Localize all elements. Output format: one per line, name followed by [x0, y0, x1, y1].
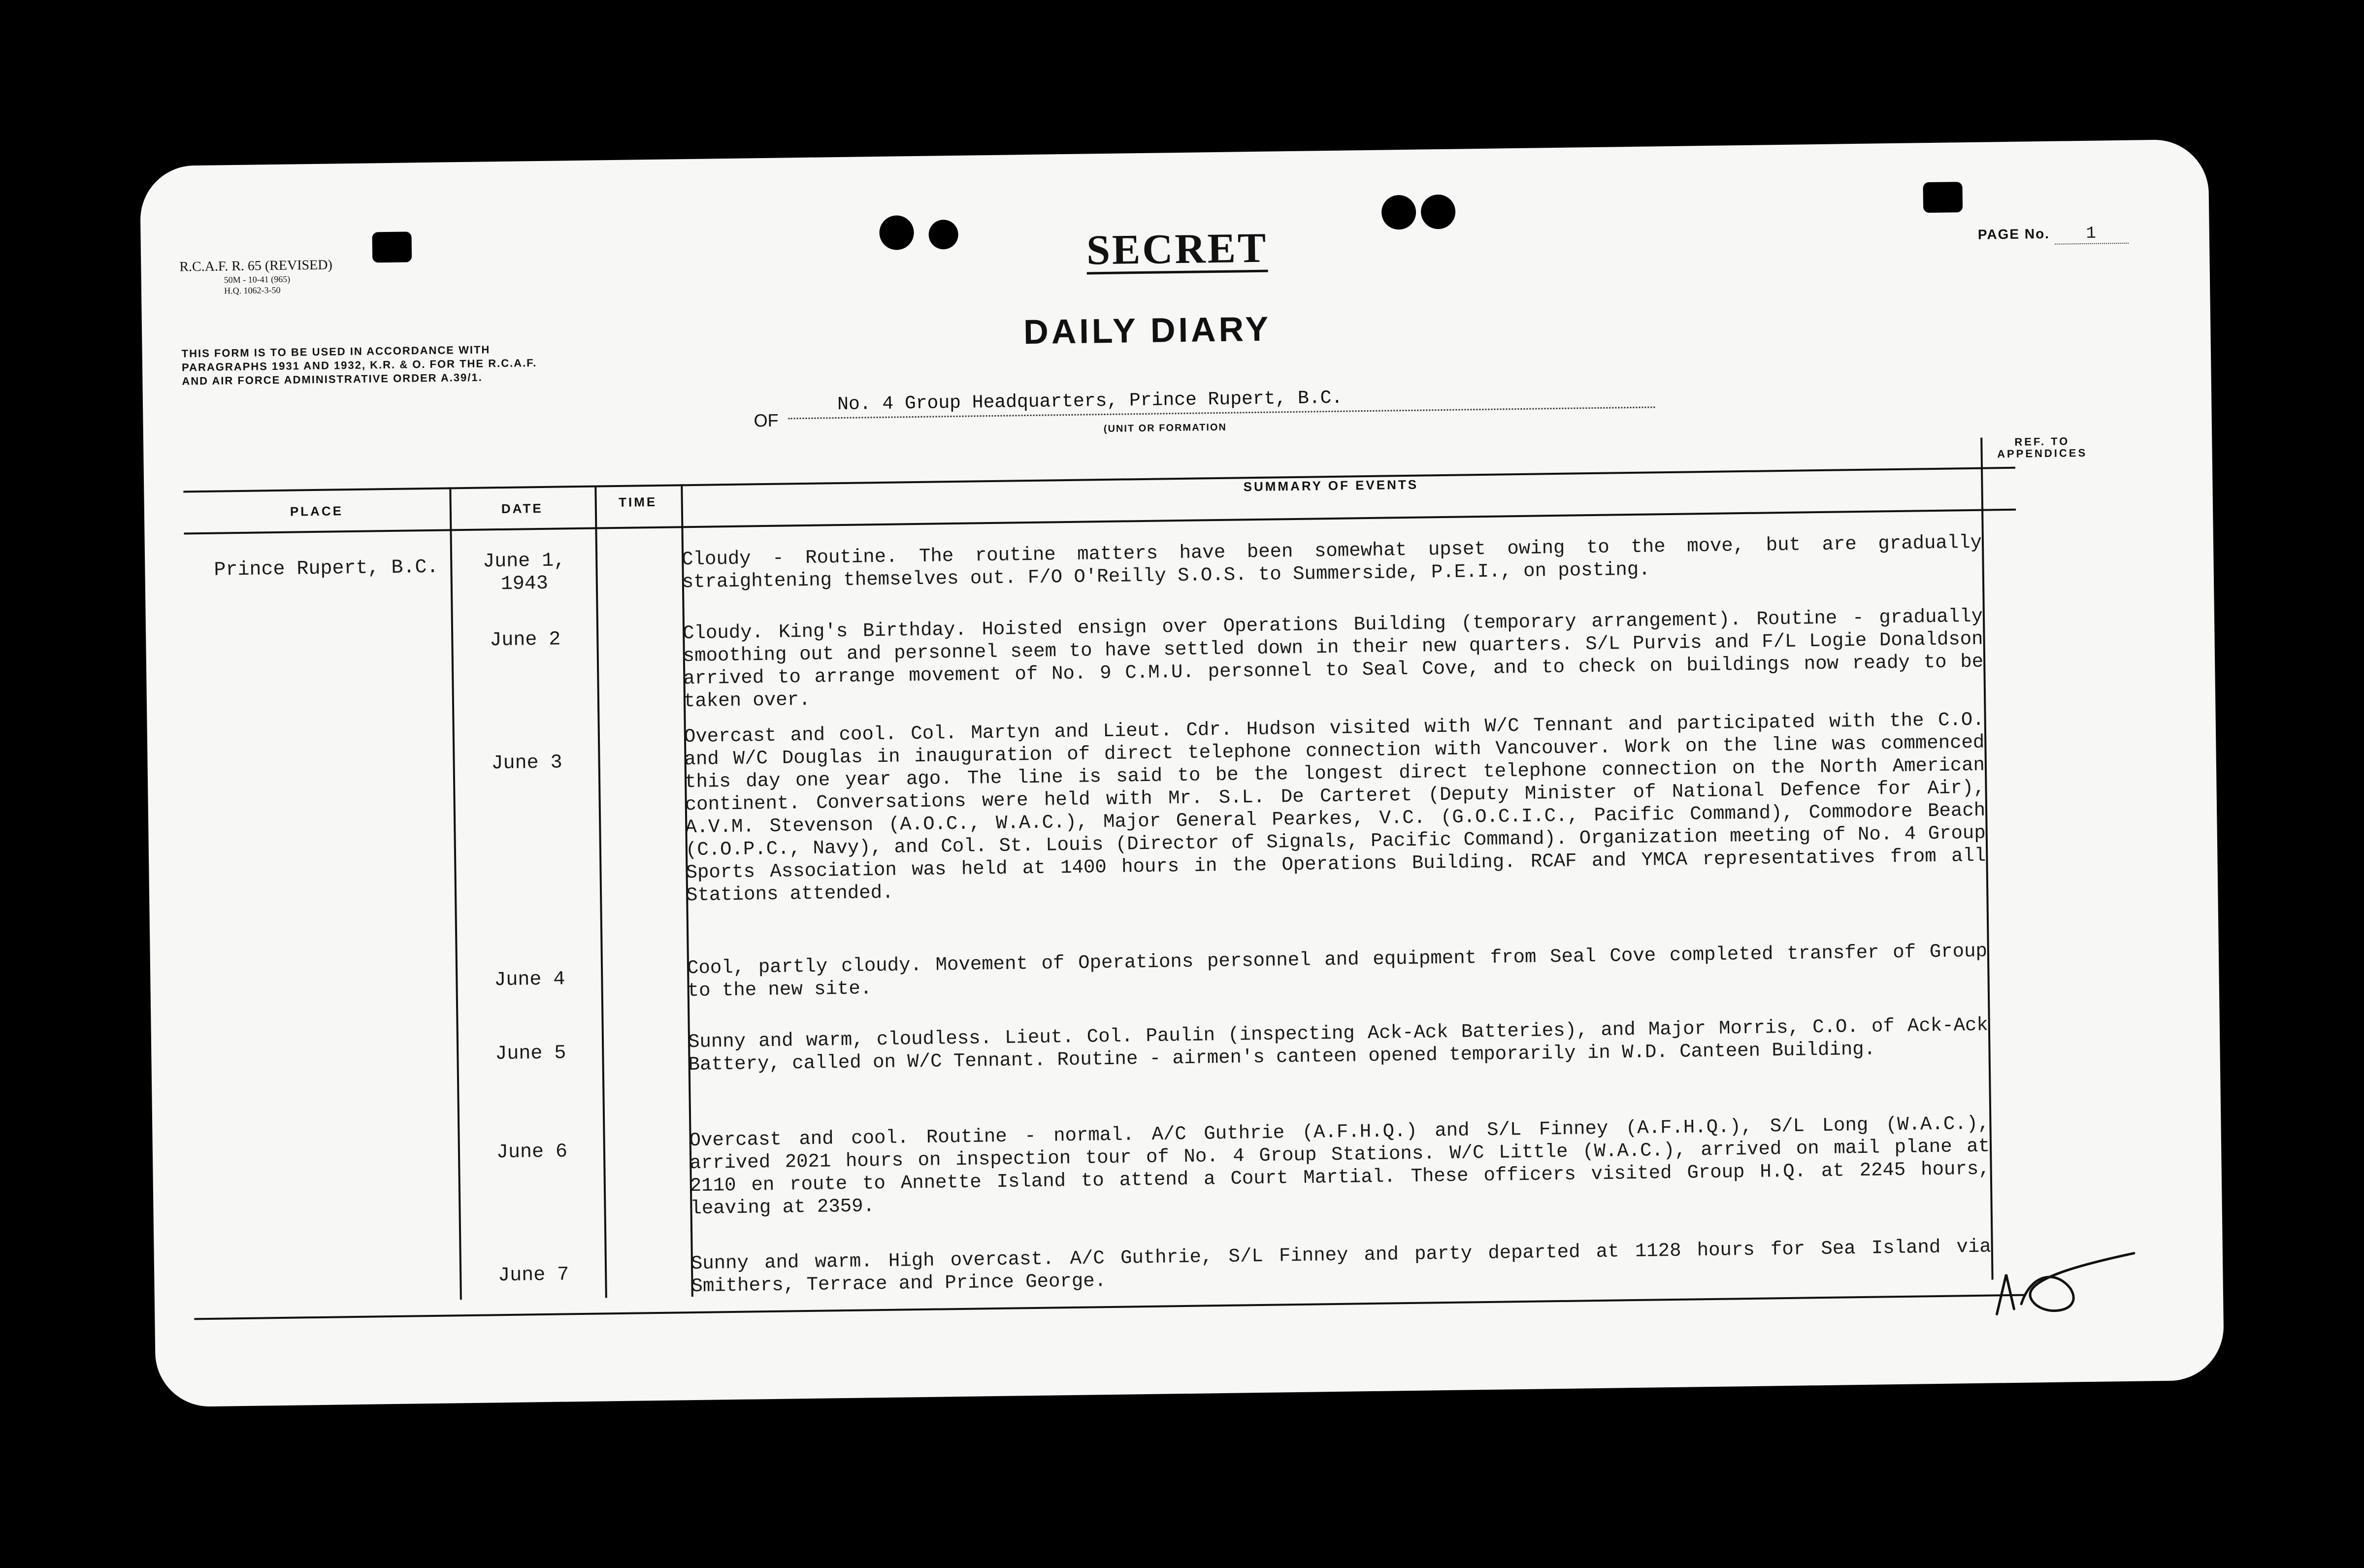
form-number: R.C.A.F. R. 65 (REVISED): [179, 257, 332, 275]
page-number: 1: [2055, 224, 2129, 245]
footer-rule: [194, 1294, 2026, 1320]
date-cell: June 2: [490, 628, 561, 652]
entry-summary: Cloudy. King's Birthday. Hoisted ensign over Operations Building (temporary arrangement). Routine - gradually smoothing out and personnel seem to have settled down in their new quarters. S/L Purvis and F/L Logie Donaldson arrived to arrange movement of No. 9 C.M.U. personnel to Seal Cove, and to check on buildings now ready to be taken over.: [682, 605, 1984, 713]
entry-summary: Overcast and cool. Col. Martyn and Lieut. Cdr. Hudson visited with W/C Tennant and participated with the C.O. and W/C Douglas in inauguration of direct telephone connection with Vancouver. Work on the line was commenced this day one year ago. The line is said to be the longest direct telephone connection on the North American continent. Conversations were held with Mr. S.L. De Carteret (Deputy Minister of National Defence for Air), A.V.M. Stevenson (A.O.C., W.A.C.), Major General Pearkes, V.C. (G.O.C.I.C., Pacific Command), Commodore Beach (C.O.P.C., Navy), and Col. St. Louis (Director of Signals, Pacific Command). Organization meeting of No. 4 Group Sports Association was held at 1400 hours in the Operations Building. RCAF and YMCA representatives from all Stations attended.: [684, 709, 1986, 907]
page-label: PAGE No.: [1977, 226, 2050, 242]
entry-summary: Sunny and warm. High overcast. A/C Guthrie, S/L Finney and party departed at 1128 hours for Sea Island via Smithers, Terrace and Prince George.: [690, 1236, 1992, 1298]
date-cell: June 1, 1943: [482, 550, 566, 596]
unit-caption: (UNIT OR FORMATION: [1103, 422, 1227, 435]
diary-page: [140, 139, 2225, 1407]
column-header-date: DATE: [501, 500, 543, 517]
punch-hole: [1421, 195, 1456, 229]
page-title: DAILY DIARY: [1023, 309, 1272, 352]
binder-tab: [372, 231, 412, 262]
entry-summary: Cool, partly cloudy. Movement of Operations personnel and equipment from Seal Cove completed transfer of Group to the new site.: [687, 940, 1988, 1002]
date-cell: June 3: [491, 751, 562, 775]
punch-hole: [928, 220, 958, 250]
punch-hole: [879, 215, 914, 250]
classification-label: SECRET: [1086, 224, 1268, 274]
unit-field: No. 4 Group Headquarters, Prince Rupert, B.C.: [788, 382, 1655, 419]
place-cell: Prince Rupert, B.C.: [214, 556, 439, 582]
hq-code: H.Q. 1062-3-50: [224, 285, 281, 296]
of-label: OF: [754, 410, 779, 431]
date-cell: June 4: [494, 968, 565, 992]
print-code: 50M - 10-41 (965): [224, 274, 291, 285]
date-cell: June 5: [495, 1042, 566, 1066]
initials-signature: [1986, 1243, 2145, 1324]
entry-summary: Overcast and cool. Routine - normal. A/C Guthrie (A.F.H.Q.) and S/L Finney (A.F.H.Q.), S/L Long (W.A.C.), arrived 2021 hours on inspection tour of No. 4 Group Stations. W/C Little (W.A.C.), arrived on mail plane at 2110 en route to Annette Island to attend a Court Martial. These officers visited Group H.Q. at 2245 hours, leaving at 2359.: [689, 1112, 1990, 1220]
entry-summary: Cloudy - Routine. The routine matters have been somewhat upset owing to the move, but are gradually straightening themselves out. F/O O'Reilly S.O.S. to Summerside, P.E.I., on posting.: [681, 531, 1982, 593]
punch-hole: [1381, 195, 1416, 230]
date-cell: June 7: [497, 1264, 569, 1287]
date-cell: June 6: [496, 1141, 568, 1164]
column-divider: [449, 487, 462, 1300]
entry-summary: Sunny and warm, cloudless. Lieut. Col. Paulin (inspecting Ack-Ack Batteries), and Major Morris, C.O. of Ack-Ack Battery, called on W/C Tennant. Routine - airmen's canteen opened temporarily in W.D. Canteen Building.: [688, 1014, 1989, 1076]
binder-tab: [1923, 182, 1963, 213]
form-identifier: [179, 257, 332, 296]
form-instructions: THIS FORM IS TO BE USED IN ACCORDANCE WITH PARAGRAPHS 1931 AND 1932, K.R. & O. FOR THE R.C.A.F. AND AIR FORCE ADMINISTRATIVE ORDER A.39/1.: [181, 343, 537, 388]
column-header-summary: SUMMARY OF EVENTS: [1243, 477, 1419, 494]
column-divider: [594, 486, 607, 1298]
page-number-field: [1978, 224, 2129, 246]
column-header-time: TIME: [618, 494, 657, 510]
column-header-place: PLACE: [290, 503, 344, 519]
column-header-ref: REF. TO APPENDICES: [1997, 435, 2088, 460]
